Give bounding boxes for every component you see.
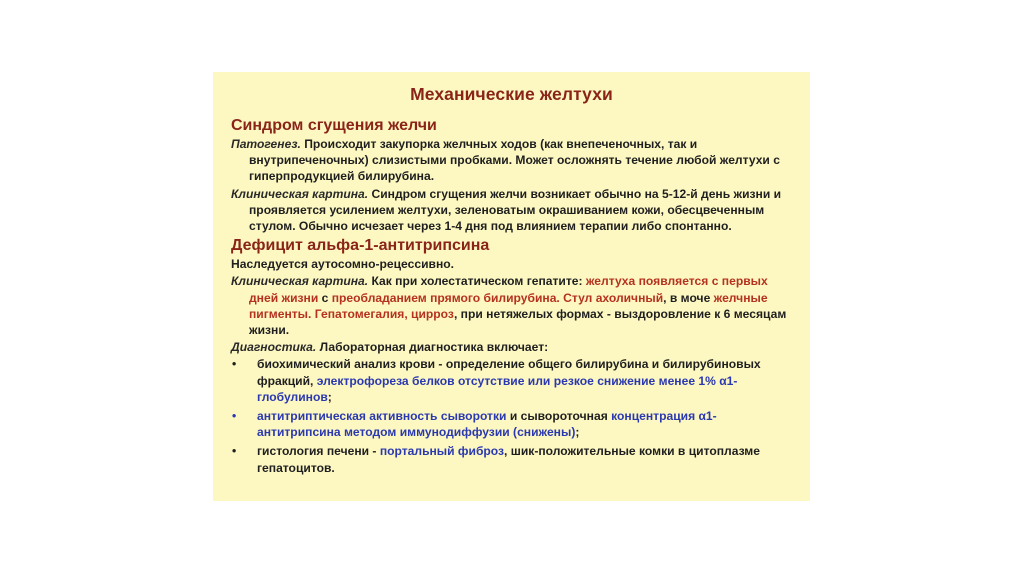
bullet-icon: •: [232, 444, 237, 459]
diagnostics-paragraph: [231, 339, 792, 355]
clinical-highlight-2: преобладанием прямого билирубина. Стул ахоличный: [331, 290, 664, 305]
b3-text-1: гистология печени -: [257, 444, 380, 459]
b2-highlight-1: антитриптическая активность сыворотки: [257, 409, 507, 424]
clinical-paragraph-2: [231, 273, 792, 338]
section-heading-bile-thickening: Синдром сгущения желчи: [231, 117, 437, 134]
b3-text-2: , шик-положительные комки в цитоплазме гепатоцитов.: [257, 444, 760, 475]
clinical-text-1: Синдром сгущения желчи возникает обычно на 5-12-й день жизни и проявляется усилением желтухи, зеленоватым окрашиванием кожи, обесцвеченным стулом. Обычно исчезает через 1-4 дня под влиянием терапии либо спонтанно.: [249, 186, 782, 234]
diagnostics-list: [231, 356, 792, 475]
b1-highlight: электрофореза белков отсутствие или резкое снижение менее 1% α1-глобулинов: [257, 373, 738, 404]
clinical-highlight-3: желчные пигменты. Гепатомегалия, цирроз: [249, 290, 768, 321]
clinical-lead-2: Клиническая картина.: [231, 274, 369, 289]
slide-title: Механические желтухи: [410, 84, 613, 104]
b2-highlight-2: концентрация α1-антитрипсина методом иммунодиффузии (снижены): [257, 409, 717, 440]
b2-text-2: ;: [575, 425, 580, 440]
bullet-icon: •: [232, 357, 237, 372]
section-heading-a1at-deficiency: Дефицит альфа-1-антитрипсина: [231, 237, 490, 255]
slide: [213, 72, 810, 501]
diagnostics-text: Лабораторная диагностика включает:: [316, 340, 549, 355]
b1-text-2: ;: [327, 389, 332, 404]
b1-text-1: биохимический анализ крови - определение общего билирубина и билирубиновых фракций,: [257, 357, 761, 388]
inheritance-text: Наследуется аутосомно-рецессивно.: [231, 257, 454, 272]
pathogenesis-text: Происходит закупорка желчных ходов (как внепеченочных, так и внутрипеченочных) слизистыми пробками. Может осложнять течение любой желтухи с гиперпродукцией билирубина.: [249, 137, 780, 184]
clinical-text-2b: с: [318, 290, 332, 305]
list-item: [231, 356, 792, 405]
clinical-text-2a: Как при холестатическом гепатите:: [368, 274, 586, 289]
list-item: [231, 443, 792, 475]
clinical-text-2d: , при нетяжелых формах - выздоровление к 6 месяцам жизни.: [249, 306, 787, 338]
b3-highlight: портальный фиброз: [379, 444, 505, 459]
b2-text-1: и сывороточная: [506, 409, 612, 424]
pathogenesis-lead: Патогенез.: [231, 137, 301, 151]
diagnostics-lead: Диагностика.: [231, 340, 317, 355]
clinical-text-2c: , в моче: [663, 290, 714, 305]
pathogenesis-paragraph: [231, 136, 792, 185]
clinical-highlight-1: желтуха появляется с первых дней жизни: [249, 274, 768, 305]
list-item: [231, 408, 792, 440]
clinical-lead-1: Клиническая картина.: [231, 186, 369, 201]
bullet-icon: •: [232, 409, 237, 424]
clinical-paragraph-1: [231, 186, 792, 235]
